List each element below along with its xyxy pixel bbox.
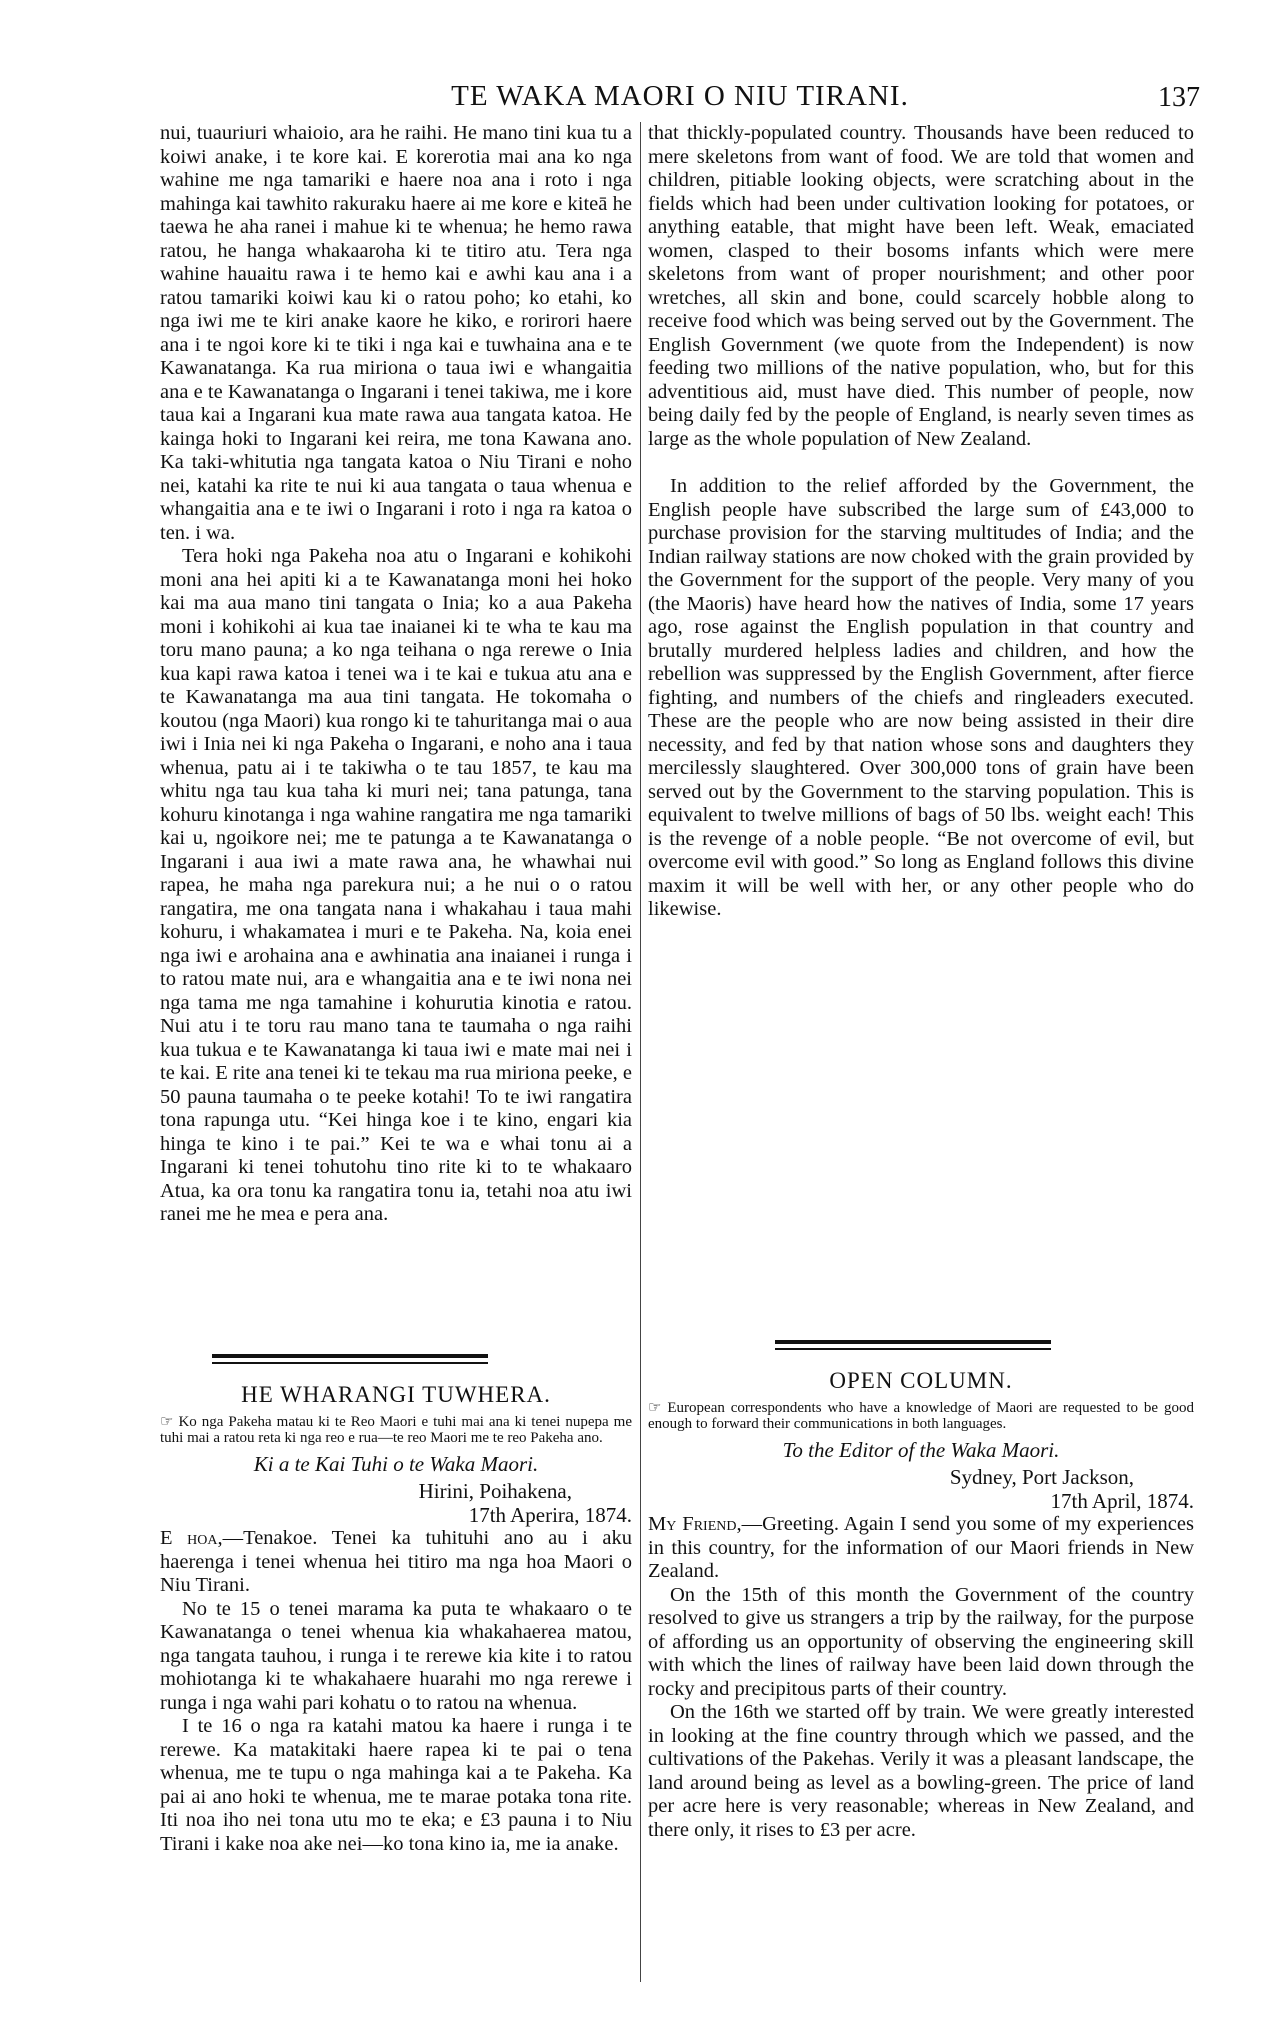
section-heading: OPEN COLUMN. — [829, 1368, 1013, 1393]
page-number: 137 — [1158, 82, 1200, 113]
left-column-article — [160, 122, 632, 1227]
section-rule — [775, 1340, 1051, 1344]
column-divider — [640, 122, 641, 1982]
letter-date: 17th April, 1874. — [1050, 1489, 1194, 1513]
editorial-note — [648, 1400, 1194, 1432]
letter-place: Sydney, Port Jackson, — [949, 1465, 1134, 1489]
section-rule — [212, 1354, 488, 1358]
paragraph — [648, 1513, 1194, 1584]
paragraph: that thickly-populated country. Thousands have been reduced to mere skeletons from want of food. We are told that women and children, pitiable looking objects, were scratching about in the fields which had been under cultivation looking for potatoes, or anything eatable, that might have been left. Weak, emaciated women, clasped to their bosoms infants which were mere skeletons from want of proper nourishment; and other poor wretches, all skin and bone, could scarcely hobble along to receive food which was being served out by the Government. The English Government (we quote from the Independent) is now feeding two millions of the native population, who, but for this adventitious aid, must have died. This number of people, now being daily fed by the people of England, is nearly seven times as large as the whole population of New Zealand. — [648, 122, 1194, 450]
note-text: Ko nga Pakeha matau ki te Reo Maori e tuhi mai ana ki tenei nupepa me tuhi mai a ratou reta ki nga reo e rua—te reo Maori me te reo Pakeha ano. — [160, 1414, 633, 1446]
note-text: European correspondents who have a knowledge of Maori are requested to be good enough to forward their communications in both languages. — [648, 1400, 1194, 1432]
letter-body — [648, 1513, 1194, 1842]
section-rule — [775, 1348, 1051, 1350]
section-rule — [212, 1362, 488, 1364]
left-section — [160, 1382, 632, 1856]
paragraph: On the 16th we started off by train. We were greatly interested in looking at the fine country through which we passed, and the cultivations of the Pakehas. Verily it was a pleasant landscape, the land around being as level as a bowling-green. The price of land per acre here is very reasonable; whereas in New Zealand, and there only, it rises to £3 per acre. — [648, 1701, 1194, 1841]
pointing-hand-icon: ☞ — [160, 1414, 174, 1430]
paragraph: I te 16 o nga ra katahi matou ka haere i runga i te rerewe. Ka matakitaki haere rapea ki te pai o tena whenua, me te tupu o nga mahinga kai a te Pakeha. Ka pai ai ano hoki te whenua, me te marae potaka tona rite. Iti noa iho nei tona utu mo te eka; e £3 pauna i to Niu Tirani i kake noa ake nei—ko tona kino ia, me ia anake. — [160, 1715, 632, 1855]
paragraph: Tera hoki nga Pakeha noa atu o Ingarani e kohikohi moni ana hei apiti ki a te Kawanatanga moni hei hoko kai ma aua mano tini tangata o Inia; ko a aua Pakeha moni i kohikohi ai kua tae inaianei ki te wha te kau ma toru mano pauna; a ko nga teihana o nga rerewe o Inia kua kapi rawa katoa i tenei wa i te kai e tukua atu ana e te Kawanatanga ma aua tini tangata. He tokomaha o koutou (nga Maori) kua rongo ki te tahuritanga mai o aua iwi i Inia nei ki nga Pakeha o Ingarani, e noho ana i taua whenua, patu ai i te takiwha o te tau 1857, te kau ma whitu nga tau kua taha ki muri nei; tana patunga, tana kohuru kinotanga i nga wahine rangatira me nga tamariki kai u, ngoikore nei; me te patunga a te Kawanatanga o Ingarani i aua iwi a mate rawa ana, he whawhai nui rapea, he maha nga parekura nui; a he nui o o ratou rangatira, me ona tangata nana i whakahau i taua mahi kohuru, i whakamatea i muri e te Pakeha. Na, koia enei nga iwi e arohaina ana e awhinatia ana inaianei i runga i to ratou mate nui, ara e whangaitia ana e te iwi nona nei nga tama me nga tamahine i kohurutia kinotia e ratou. Nui atu i te toru rau mano tana te taumaha o nga raihi kua tukua e te Kawanatanga ki taua iwi e mate mai nei i te kai. E rite ana tenei ki te tekau ma rua miriona peeke, e 50 pauna taumaha o te peeke kotahi! To te iwi rangatira tona rapunga utu. “Kei hinga koe i te kino, engari kia hinga te kino i te pai.” Kei te wa e whai tonu ai a Ingarani ki tenei tohutohu tino rite ki to te whakaaro Atua, ka ora tonu ka rangatira tonu ia, tetahi noa atu iwi ranei me he mea e pera ana. — [160, 545, 632, 1225]
paragraph: No te 15 o tenei marama ka puta te whakaaro o te Kawanatanga o tenei whenua kia whakahaerea matou, nga tangata tauhou, i runga i te rerewe kia kite i to ratou mohiotanga ki te whakahaere huarahi mo nga rerewe i runga i nga wahi pari kohatu o to ratou na whenua. — [160, 1597, 632, 1714]
salutation: To the Editor of the Waka Maori. — [782, 1438, 1060, 1462]
paragraph: In addition to the relief afforded by the Government, the English people have subscribed the large sum of £43,000 to purchase provision for the starving multitudes of India; and the Indian railway stations are now choked with the grain provided by the Government for the support of the people. Very many of you (the Maoris) have heard how the natives of India, some 17 years ago, rose against the English population in that country and brutally murdered helpless ladies and children, and how the rebellion was suppressed by the English Government, after fierce fighting, and numbers of the chiefs and ringleaders executed. These are the people who are now being assisted in their dire necessity, and fed by that nation whose sons and daughters they mercilessly slaughtered. Over 300,000 tons of grain have been served out by the Government to the starving population. This is equivalent to twelve millions of bags of 50 lbs. weight each! This is the revenge of a noble people. “Be not overcome of evil, but overcome evil with good.” So long as England follows this divine maxim it will be well with her, or any other people who do likewise. — [648, 475, 1194, 920]
paragraph-text: —Greeting. Again I send you some of my experiences in this country, for the information of our Maori friends in New Zealand. — [648, 1513, 1194, 1582]
pointing-hand-icon: ☞ — [648, 1400, 662, 1416]
letter-date: 17th Aperira, 1874. — [468, 1503, 632, 1527]
paragraph-text: —Tenakoe. Tenei ka tuhituhi ano au i aku haerenga i tenei whenua hei titiro ma nga hoa Maori o Niu Tirani. — [160, 1527, 632, 1596]
editorial-note — [160, 1414, 632, 1446]
paragraph: nui, tuauriuri whaioio, ara he raihi. He mano tini kua tu a koiwi anake, i te kore kai. E korerotia mai ana ko nga wahine me nga tamariki e haere noa ana i roto i nga mahinga kai tawhito rakuraku haere ai me kore e kiteā he taewa he aha ranei i mahue ki te whenua; he hemo rawa ratou, he hanga whakaaroha ki te titiro atu. Tera nga wahine hauaitu rawa i te hemo kai e awhi kau ana i a ratou tamariki koiwi kau ki o ratou poho; ko etahi, ko nga iwi me te kiri anake kaore he kiko, e rorirori haere ana i te ngoi kore ki te tiki i nga kai e tuwhaina ana e te Kawanatanga. Ka rua miriona o taua iwi e whangaitia ana e te Kawanatanga o Ingarani i tenei takiwa, me i kore taua kai a Ingarani kua mate rawa aua tangata katoa. He kainga hoki to Ingarani kei reira, me tona Kawana ano. Ka taki-whitutia nga tangata katoa o Niu Tirani e noho nei, katahi ka rite te nui ki aua tangata o taua whenua e whangaitia ana e te iwi o Ingarani i roto i nga ra katoa o ten. i wa. — [160, 122, 632, 544]
salutation: Ki a te Kai Tuhi o te Waka Maori. — [253, 1452, 539, 1476]
right-section — [648, 1368, 1194, 1842]
paragraph: On the 15th of this month the Government of the country resolved to give us strangers a trip by the railway, for the purpose of affording us an opportunity of observing the engineering skill with which the lines of railway have been laid down through the rocky and precipitous parts of their country. — [648, 1583, 1194, 1700]
letter-body — [160, 1527, 632, 1856]
greeting: E hoa, — [160, 1527, 223, 1549]
newspaper-title: TE WAKA MAORI O NIU TIRANI. — [451, 80, 909, 112]
paragraph — [160, 1527, 632, 1598]
section-heading: HE WHARANGI TUWHERA. — [241, 1382, 551, 1407]
letter-place: Hirini, Poihakena, — [418, 1479, 572, 1503]
right-column-article — [648, 122, 1194, 922]
greeting: My Friend, — [648, 1513, 742, 1535]
page-header — [160, 78, 1200, 118]
